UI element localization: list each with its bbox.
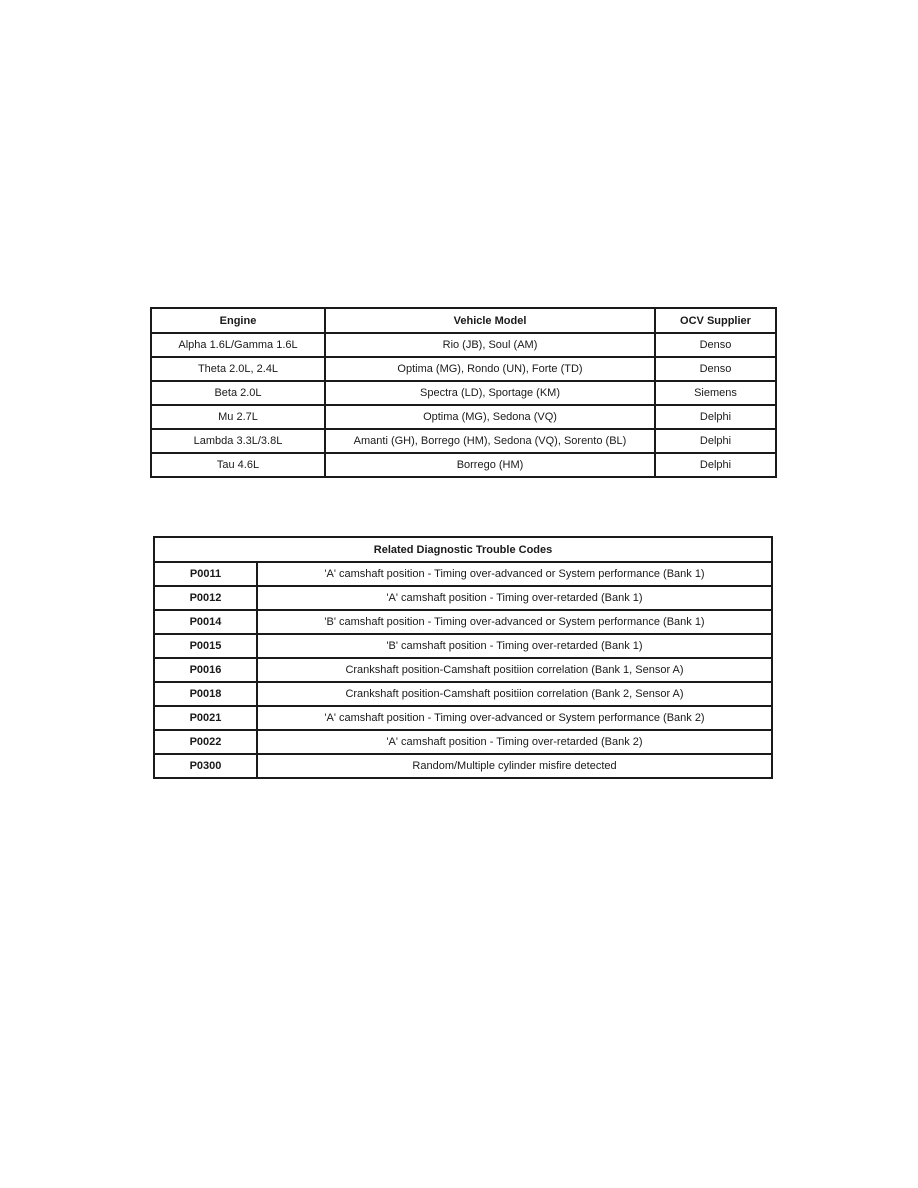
table-row	[154, 754, 772, 778]
table-row	[151, 381, 776, 405]
vehicle-model-cell: Borrego (HM)	[325, 453, 655, 477]
table-row	[151, 453, 776, 477]
ocv-supplier-column-header: OCV Supplier	[655, 308, 776, 333]
dtc-table-title-row	[154, 537, 772, 562]
ocv-supplier-cell: Delphi	[655, 429, 776, 453]
vehicle-model-cell: Optima (MG), Rondo (UN), Forte (TD)	[325, 357, 655, 381]
table-row	[154, 706, 772, 730]
table-row	[151, 429, 776, 453]
engine-supplier-table	[150, 307, 777, 478]
dtc-code-cell: P0300	[154, 754, 257, 778]
ocv-supplier-cell: Siemens	[655, 381, 776, 405]
vehicle-model-cell: Rio (JB), Soul (AM)	[325, 333, 655, 357]
vehicle-model-cell: Spectra (LD), Sportage (KM)	[325, 381, 655, 405]
engine-cell: Lambda 3.3L/3.8L	[151, 429, 325, 453]
vehicle-model-cell: Optima (MG), Sedona (VQ)	[325, 405, 655, 429]
engine-cell: Beta 2.0L	[151, 381, 325, 405]
engine-column-header: Engine	[151, 308, 325, 333]
table-row	[154, 682, 772, 706]
dtc-description-cell: 'A' camshaft position - Timing over-advanced or System performance (Bank 2)	[257, 706, 772, 730]
dtc-code-cell: P0022	[154, 730, 257, 754]
engine-table-header-row	[151, 308, 776, 333]
dtc-description-cell: 'B' camshaft position - Timing over-advanced or System performance (Bank 1)	[257, 610, 772, 634]
ocv-supplier-cell: Delphi	[655, 405, 776, 429]
table-row	[154, 562, 772, 586]
diagnostic-trouble-codes-table	[153, 536, 773, 779]
table-row	[154, 610, 772, 634]
dtc-code-cell: P0018	[154, 682, 257, 706]
engine-cell: Alpha 1.6L/Gamma 1.6L	[151, 333, 325, 357]
dtc-code-cell: P0021	[154, 706, 257, 730]
engine-cell: Theta 2.0L, 2.4L	[151, 357, 325, 381]
vehicle-model-cell: Amanti (GH), Borrego (HM), Sedona (VQ), Sorento (BL)	[325, 429, 655, 453]
ocv-supplier-cell: Denso	[655, 333, 776, 357]
ocv-supplier-cell: Denso	[655, 357, 776, 381]
table-row	[154, 586, 772, 610]
dtc-code-cell: P0011	[154, 562, 257, 586]
ocv-supplier-cell: Delphi	[655, 453, 776, 477]
dtc-table-title: Related Diagnostic Trouble Codes	[154, 537, 772, 562]
dtc-description-cell: Crankshaft position-Camshaft positiion correlation (Bank 2, Sensor A)	[257, 682, 772, 706]
vehicle-model-column-header: Vehicle Model	[325, 308, 655, 333]
dtc-description-cell: 'A' camshaft position - Timing over-retarded (Bank 1)	[257, 586, 772, 610]
dtc-code-cell: P0016	[154, 658, 257, 682]
table-row	[151, 333, 776, 357]
dtc-code-cell: P0014	[154, 610, 257, 634]
table-row	[154, 634, 772, 658]
dtc-description-cell: 'A' camshaft position - Timing over-advanced or System performance (Bank 1)	[257, 562, 772, 586]
dtc-description-cell: 'A' camshaft position - Timing over-retarded (Bank 2)	[257, 730, 772, 754]
table-row	[154, 730, 772, 754]
dtc-code-cell: P0015	[154, 634, 257, 658]
table-row	[151, 357, 776, 381]
dtc-description-cell: Crankshaft position-Camshaft positiion correlation (Bank 1, Sensor A)	[257, 658, 772, 682]
dtc-description-cell: Random/Multiple cylinder misfire detected	[257, 754, 772, 778]
table-row	[154, 658, 772, 682]
table-row	[151, 405, 776, 429]
engine-cell: Tau 4.6L	[151, 453, 325, 477]
engine-cell: Mu 2.7L	[151, 405, 325, 429]
dtc-code-cell: P0012	[154, 586, 257, 610]
dtc-description-cell: 'B' camshaft position - Timing over-retarded (Bank 1)	[257, 634, 772, 658]
